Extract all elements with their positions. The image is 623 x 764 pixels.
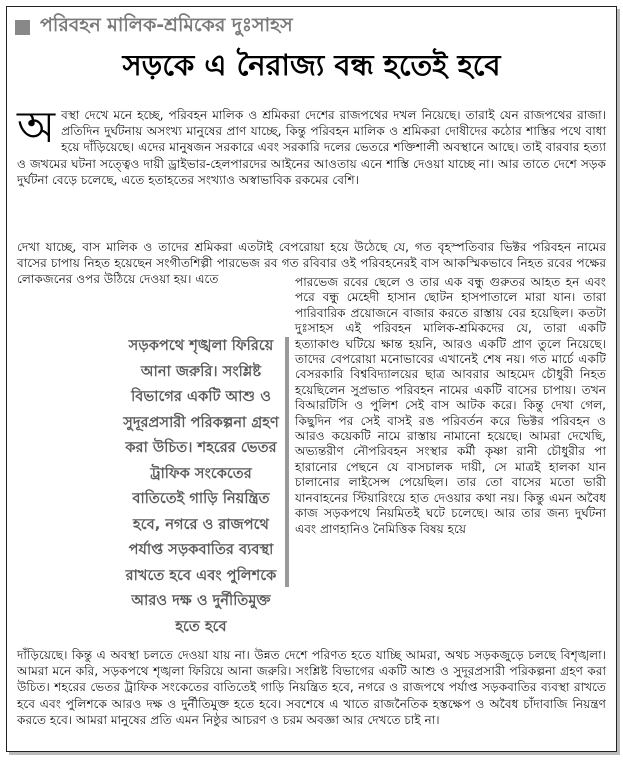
closing-paragraph: দাঁড়িয়েছে। কিন্তু এ অবস্থা চলতে দেওয়া যায় না। উন্নত দেশে পরিণত হতে যাচ্ছি আমরা, অথচ সড়কজুড়ে চলছে বিশৃঙ্খলা। আমরা মনে করি, সড়কপথে শৃঙ্খলা ফিরিয়ে আনা জরুরি। সংশ্লিষ্ট বিভাগের একটি আশু ও সুদূরপ্রসারী পরিকল্পনা গ্রহণ করা উচিত। শহরের ভেতর ট্রাফিক সংকেতের বাতিতেই গাড়ি নিয়ন্ত্রিত হবে, নগরে ও রাজপথে পর্যাপ্ত সড়কবাতির ব্যবস্থা রাখতে হবে এবং পুলিশকে আরও দক্ষ ও দুর্নীতিমুক্ত হতে হবে। সবশেষে এ খাতে রাজনৈতিক হস্তক্ষেপ ও অবৈধ চাঁদাবাজি নিয়ন্ত্রণ করতে হবে। আমরা মানুষের প্রতি এমন নিষ্ঠুর আচরণ ও চরম অবজ্ঞা আর দেখতে চাই না। xyxy=(17,648,606,727)
paragraph-1-text: বস্থা দেখে মনে হচ্ছে, পরিবহন মালিক ও শ্রমিকরা দেশের রাজপথের দখল নিয়েছে। তারাই যেন রাজপথের রাজা। প্রতিদিন দুর্ঘটনায় অসংখ্য মানুষের প্রাণ যাচ্ছে, কিন্তু পরিবহন মালিক ও শ্রমিকরা দোষীদের কঠোর শাস্তির পথে বাধা হয়ে দাঁড়িয়েছে। এদের মানুষজন সরকারে এবং সরকারি দলের ভেতরে শক্তিশালী অবস্থানে আছে। তাই বারবার হত্যা ও জখমের ঘটনা সত্ত্বেও দায়ী ড্রাইভার-হেলপারদের আইনের আওতায় এনে শাস্তি দেওয়া যাচ্ছে না। আর তাতে দেশে সড়ক দুর্ঘটনা বেড়ে চলেছে, এতে হতাহতের সংখ্যাও অস্বাভাবিক রকমের বেশি। xyxy=(17,108,606,187)
kicker-square-icon xyxy=(15,20,30,35)
right-column-text: পারভেজ রবের ছেলে ও তার এক বন্ধু গুরুতর আহত হন এবং পরে বন্ধু মেহেদী হাসান ছোটন হাসপাতালে মারা যান। তারা পারিবারিক প্রয়োজনে বাজার করতে রাস্তায় বের হয়েছিল। কতটা দুঃসাহস এই পরিবহন মালিক-শ্রমিকদের যে, তারা একটি হত্যাকাণ্ড ঘটিয়ে ক্ষান্ত হয়নি, আরও একটি প্রাণ তুলে নিয়েছে। তাদের বেপরোয়া মনোভাবের এখানেই শেষ নয়। গত মার্চে একটি বেসরকারি বিশ্ববিদ্যালয়ের ছাত্র আবরার আহমেদ চৌধুরী নিহত হয়েছিলেন সুপ্রভাত পরিবহন নামের একটি বাসের চাপায়। তখন বিআরটিসি ও পুলিশ সেই বাস আটক করে। কিন্তু দেখা গেল, কিছুদিন পর সেই বাসই রঙ পরিবর্তন করে ভিক্টর পরিবহন ও আরও কয়েকটি নামে রাস্তায় নামানো হয়েছে। আমরা দেখেছি, অভ্যন্তরীণ নৌপরিবহন সংস্থার কর্মী কৃষ্ণা রানী চৌধুরীর পা হারানোর পেছনে যে বাসচালক দায়ী, সে মাত্রই হালকা যান চালানোর লাইসেন্স পেয়েছিল। তার তো বাসের মতো ভারী যানবাহনের স্টিয়ারিংয়ে হাত দেওয়ার কথা নয়। কিন্তু এমন অবৈধ কাজ সড়কপথে নিয়মিতই ঘটে চলেছে। আর তার জন্য দুর্ঘটনা এবং প্রাণহানিও নৈমিত্তিক বিষয় হয়ে xyxy=(295,275,606,536)
pull-quote-rule xyxy=(285,337,289,587)
kicker-text: পরিবহন মালিক-শ্রমিকের দুঃসাহস xyxy=(40,14,293,36)
paragraph-2: দেখা যাচ্ছে, বাস মালিক ও তাদের শ্রমিকরা এতটাই বেপরোয়া হয়ে উঠেছে যে, গত বৃহস্পতিবার ভিক্টর পরিবহন নামের বাসের চাপায় নিহত হয়েছেন সংগীতশিল্পী পারভেজ রব গত রবিবার ওই পরিবহনেরই বাস আকস্মিকভাবে নিহত রবের পক্ষের লোকজনের ওপর উঠিয়ে দেওয়া হয়। এতে xyxy=(17,240,606,287)
headline: সড়কে এ নৈরাজ্য বন্ধ হতেই হবে xyxy=(122,48,501,82)
paragraph-1 xyxy=(17,102,606,188)
editorial-page xyxy=(6,6,617,752)
kicker xyxy=(15,11,293,43)
drop-cap: অ xyxy=(17,102,56,153)
pull-quote: সড়কপথে শৃঙ্খলা ফিরিয়ে আনা জরুরি। সংশ্লিষ্ট বিভাগের একটি আশু ও সুদূরপ্রসারী পরিকল্পনা গ্রহণ করা উচিত। শহরের ভেতর ট্রাফিক সংকেতের বাতিতেই গাড়ি নিয়ন্ত্রিত হবে, নগরে ও রাজপথে পর্যাপ্ত সড়কবাতির ব্যবস্থা রাখতে হবে এবং পুলিশকে আরও দক্ষ ও দুর্নীতিমুক্ত হতে হবে xyxy=(123,337,279,635)
